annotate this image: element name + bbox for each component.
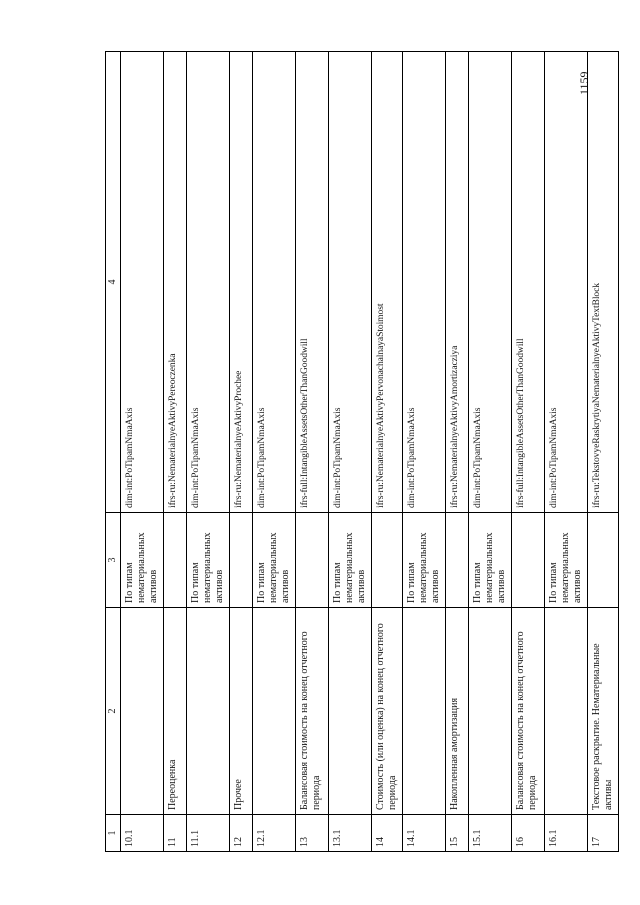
- row-code-cell: dim-int:PoTipamNmaAxis: [469, 52, 512, 513]
- row-member-cell: [230, 513, 253, 608]
- row-name-cell: [253, 608, 296, 815]
- table-row: [230, 52, 253, 852]
- row-member-cell: [588, 513, 619, 608]
- table-row: [469, 52, 512, 852]
- row-number-cell: 12.1: [253, 815, 296, 852]
- table-header-row: [106, 52, 121, 852]
- row-code-cell: ifrs-ru:NematerialnyeAktivyAmortizacziya: [446, 52, 469, 513]
- row-number-cell: 15.1: [469, 815, 512, 852]
- row-number-cell: 13.1: [329, 815, 372, 852]
- row-code-cell: dim-int:PoTipamNmaAxis: [187, 52, 230, 513]
- row-name-cell: [187, 608, 230, 815]
- row-name-cell: [121, 608, 164, 815]
- table-row: [329, 52, 372, 852]
- row-member-cell: По типам нематериальных активов: [187, 513, 230, 608]
- table-row: [545, 52, 588, 852]
- row-member-cell: [446, 513, 469, 608]
- row-name-cell: Балансовая стоимость на конец отчетного периода: [296, 608, 329, 815]
- table-body: [121, 52, 619, 852]
- row-code-cell: ifrs-ru:TekstovyeRaskrytiyaNematerialnyeAktivyTextBlock: [588, 52, 619, 513]
- row-member-cell: По типам нематериальных активов: [403, 513, 446, 608]
- header-col-3: 3: [106, 513, 121, 608]
- row-code-cell: dim-int:PoTipamNmaAxis: [253, 52, 296, 513]
- row-name-cell: [403, 608, 446, 815]
- row-member-cell: [164, 513, 187, 608]
- taxonomy-table: [105, 51, 619, 852]
- row-number-cell: 14: [372, 815, 403, 852]
- row-code-cell: ifrs-full:IntangibleAssetsOtherThanGoodwill: [512, 52, 545, 513]
- row-name-cell: Прочее: [230, 608, 253, 815]
- row-number-cell: 15: [446, 815, 469, 852]
- row-name-cell: Стоимость (или оценка) на конец отчетного периода: [372, 608, 403, 815]
- row-name-cell: [329, 608, 372, 815]
- row-code-cell: ifrs-full:IntangibleAssetsOtherThanGoodwill: [296, 52, 329, 513]
- row-name-cell: Переоценка: [164, 608, 187, 815]
- row-number-cell: 13: [296, 815, 329, 852]
- row-name-cell: Текстовое раскрытие. Нематериальные активы: [588, 608, 619, 815]
- row-name-cell: Накопленная амортизация: [446, 608, 469, 815]
- row-number-cell: 16: [512, 815, 545, 852]
- row-member-cell: По типам нематериальных активов: [545, 513, 588, 608]
- header-col-2: 2: [106, 608, 121, 815]
- row-member-cell: По типам нематериальных активов: [253, 513, 296, 608]
- row-name-cell: [469, 608, 512, 815]
- table-row: [372, 52, 403, 852]
- row-member-cell: По типам нематериальных активов: [329, 513, 372, 608]
- row-member-cell: [296, 513, 329, 608]
- row-number-cell: 14.1: [403, 815, 446, 852]
- row-number-cell: 10.1: [121, 815, 164, 852]
- table-row: [296, 52, 329, 852]
- header-col-1: 1: [106, 815, 121, 852]
- table-row: [187, 52, 230, 852]
- row-code-cell: ifrs-ru:NematerialnyeAktivyPervonachalnayaStoimost: [372, 52, 403, 513]
- row-number-cell: 11.1: [187, 815, 230, 852]
- row-member-cell: [372, 513, 403, 608]
- table-row: [121, 52, 164, 852]
- row-member-cell: По типам нематериальных активов: [121, 513, 164, 608]
- row-code-cell: dim-int:PoTipamNmaAxis: [121, 52, 164, 513]
- table-row: [253, 52, 296, 852]
- page-number: 1159: [577, 71, 591, 95]
- row-member-cell: [512, 513, 545, 608]
- row-code-cell: ifrs-ru:NematerialnyeAktivyPereoczenka: [164, 52, 187, 513]
- row-member-cell: По типам нематериальных активов: [469, 513, 512, 608]
- table-row: [403, 52, 446, 852]
- header-col-4: 4: [106, 52, 121, 513]
- row-code-cell: dim-int:PoTipamNmaAxis: [545, 52, 588, 513]
- row-name-cell: Балансовая стоимость на конец отчетного периода: [512, 608, 545, 815]
- row-name-cell: [545, 608, 588, 815]
- table-row: [164, 52, 187, 852]
- row-number-cell: 12: [230, 815, 253, 852]
- row-number-cell: 17: [588, 815, 619, 852]
- table-row: [446, 52, 469, 852]
- row-code-cell: ifrs-ru:NematerialnyeAktivyProchee: [230, 52, 253, 513]
- table-row: [588, 52, 619, 852]
- row-number-cell: 11: [164, 815, 187, 852]
- row-code-cell: dim-int:PoTipamNmaAxis: [403, 52, 446, 513]
- table-row: [512, 52, 545, 852]
- row-code-cell: dim-int:PoTipamNmaAxis: [329, 52, 372, 513]
- row-number-cell: 16.1: [545, 815, 588, 852]
